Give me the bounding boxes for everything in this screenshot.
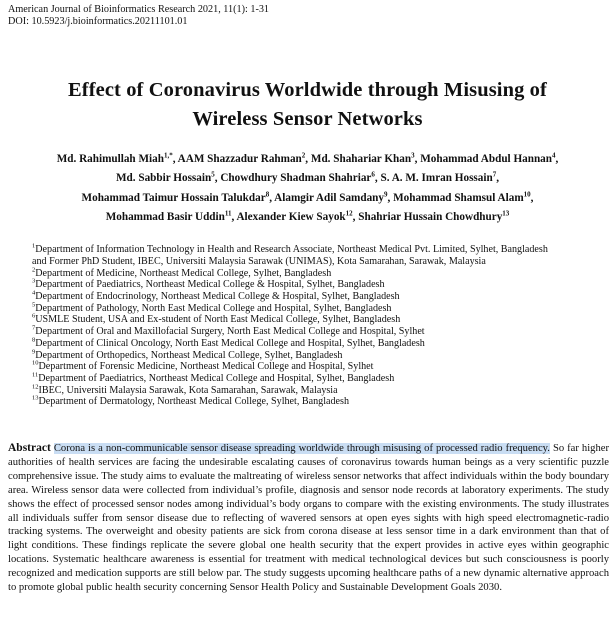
affiliation-number: 7: [32, 324, 36, 332]
affiliation-text: Department of Pathology, North East Medical College and Hospital, Sylhet, Bangladesh: [35, 302, 392, 314]
affiliation-text: IBEC, Universiti Malaysia Sarawak, Kota Samarahan, Sarawak, Malaysia: [38, 384, 338, 396]
affiliation-text: Department of Medicine, Northeast Medical College, Sylhet, Bangladesh: [35, 267, 332, 279]
affiliation-text: Department of Orthopedics, Northeast Medical College, Sylhet, Bangladesh: [35, 349, 343, 361]
affiliation-number: 3: [32, 277, 36, 285]
author-affiliation-mark: 6: [371, 170, 375, 179]
author-affiliation-mark: 8: [265, 189, 270, 198]
author-name: Mohammad Taimur Hossain Talukdar: [81, 191, 266, 204]
affiliation-text: Department of Paediatrics, Northeast Medical College and Hospital, Sylhet, Bangladesh: [38, 372, 395, 384]
author-name: Mohammad Shamsul Alam: [393, 191, 524, 204]
affiliation-item: [32, 303, 607, 315]
affiliation-text-continued: and Former PhD Student, IBEC, Universiti Malaysia Sarawak (UNIMAS), Kota Samarahan, Sarawak, Malaysia: [32, 255, 486, 267]
affiliation-item: [32, 396, 607, 408]
affiliation-number: 12: [32, 383, 39, 391]
author-affiliation-mark: 12: [345, 209, 353, 218]
author-line: Md. Sabbir Hossain$^5$, Chowdhury Shadman Shahriar$^6$, S. A. M. Imran Hossain$^7$,: [115, 170, 499, 185]
affiliation-item: [32, 350, 607, 362]
affiliation-number: 9: [32, 348, 36, 356]
journal-doi: DOI: 10.5923/j.bioinformatics.20211101.01: [8, 16, 188, 27]
abstract-label: Abstract: [8, 442, 51, 454]
affiliation-item: [32, 244, 607, 256]
title-line-1: Effect of Coronavirus Worldwide through Misusing of: [68, 79, 547, 101]
abstract-section: [8, 442, 609, 595]
author-name: Md. Shahariar Khan: [310, 153, 412, 165]
author-name: S. A. M. Imran Hossain: [380, 172, 493, 185]
author-affiliation-mark: 11: [224, 209, 232, 218]
author-name: Md. Sabbir Hossain: [115, 172, 212, 185]
affiliation-item: [32, 279, 607, 291]
affiliation-text: Department of Endocrinology, Northeast Medical College & Hospital, Sylhet, Bangladesh: [35, 291, 400, 302]
highlighted-text[interactable]: Corona is a non-communicable sensor disease spreading worldwide through misusing of processed radio frequency.: [53, 443, 550, 454]
affiliation-item: [32, 268, 607, 280]
author-list: [8, 150, 607, 227]
affiliation-item: [32, 314, 607, 326]
author-name: Chowdhury Shadman Shahriar: [220, 172, 372, 185]
affiliation-item: [32, 385, 607, 397]
affiliation-number: 11: [32, 371, 39, 379]
journal-citation: American Journal of Bioinformatics Research 2021, 11(1): 1-31: [8, 4, 270, 15]
affiliation-text: Department of Clinical Oncology, North East Medical College and Hospital, Sylhet, Bangladesh: [35, 337, 425, 349]
affiliation-item: [32, 291, 607, 303]
author-affiliation-mark: 5: [211, 170, 215, 179]
author-affiliation-mark: 2: [301, 151, 306, 160]
author-affiliation-mark: 7: [492, 170, 497, 179]
author-name: Alexander Kiew Sayok: [236, 210, 346, 223]
author-affiliation-mark: 1,*: [163, 151, 173, 160]
affiliation-text: Department of Forensic Medicine, Northeast Medical College and Hospital, Sylhet: [38, 361, 374, 373]
affiliation-item: [32, 338, 607, 350]
author-name: AAM Shazzadur Rahman: [177, 153, 302, 165]
affiliation-number: 1: [32, 242, 36, 250]
author-line: Mohammad Basir Uddin$^{11}$, Alexander Kiew Sayok$^{12}$, Shahriar Hussain Chowdhury$^{13}$: [105, 209, 510, 223]
affiliation-item: [32, 361, 607, 373]
paper-title: [8, 76, 607, 134]
affiliation-number: 4: [32, 289, 36, 297]
author-line: Mohammad Taimur Hossain Talukdar$^8$, Alamgir Adil Samdany$^9$, Mohammad Shamsul Alam$^{10}$,: [81, 189, 534, 204]
author-name: Md. Rahimullah Miah: [56, 153, 164, 165]
affiliation-number: 10: [32, 359, 39, 367]
affiliation-text: Department of Paediatrics, Northeast Medical College & Hospital, Sylhet, Bangladesh: [35, 279, 385, 291]
author-line: Md. Rahimullah Miah$^{1,*}$, AAM Shazzadur Rahman$^2$, Md. Shahariar Khan$^3$, Mohammad Abdul Hannan$^4$,: [56, 151, 559, 165]
journal-header: [8, 4, 607, 28]
affiliation-number: 6: [32, 313, 36, 321]
affiliation-number: 2: [32, 266, 36, 274]
affiliation-item: [32, 373, 607, 385]
affiliation-number: 5: [32, 301, 36, 309]
author-name: Mohammad Basir Uddin: [105, 210, 225, 223]
abstract-body: So far higher authorities of health services are facing the undesirable escalating causes of coronavirus towards human beings as a very scientific puzzle comprehensive issue. The study aims to evaluate the maltreating of wireless sensor networks that affect individuals within the body boundary area. Wireless sensor data were collected from individual’s profile, diagnosis and sensor node records at laboratory experiments. The study shows the effect of processed sensor nodes among individual’s body organs to compare with the existing environments. The study illustrates all individuals suffer from sensor disease due to reflecting of wavered sensors at open eyes sights with high speed electromagnetic-radio tracking systems. The overweight and obesity patients are sick from corona disease at less sensor time in a dark environment than that of light conditions. These findings replicate the severe global one health security that the expert provides in active eyes within geographic locations. Systematic healthcare awareness is essential for treatment with medical technological devices but such consciousness is poorly recognized and medication supports are still below par. The study suggests upcoming healthcare paths of a new dynamic alternative approach to promote global public health security concerning Sensor Health Policy and Sustainable Development Goals 2030.: [8, 443, 609, 594]
author-affiliation-mark: 13: [502, 209, 510, 218]
affiliation-text: Department of Oral and Maxillofacial Surgery, North East Medical College and Hospital, Sylhet: [35, 326, 425, 338]
author-affiliation-mark: 3: [411, 151, 415, 160]
affiliation-item: [32, 326, 607, 338]
title-line-2: Wireless Sensor Networks: [192, 108, 423, 130]
affiliation-list: [8, 244, 607, 408]
affiliation-number: 13: [32, 394, 39, 402]
author-name: Mohammad Abdul Hannan: [420, 153, 552, 165]
affiliation-text: USMLE Student, USA and Ex-student of North East Medical College, Sylhet, Bangladesh: [35, 314, 401, 326]
author-affiliation-mark: 10: [523, 189, 531, 198]
affiliation-number: 8: [32, 336, 36, 344]
affiliation-text: Department of Information Technology in Health and Research Associate, Northeast Medical Pvt. Limited, Sylhet, Bangladesh: [35, 244, 548, 256]
author-name: Shahriar Hussain Chowdhury: [358, 210, 503, 223]
author-name: Alamgir Adil Samdany: [274, 191, 384, 204]
author-affiliation-mark: 4: [552, 151, 556, 160]
affiliation-text: Department of Dermatology, Northeast Medical College, Sylhet, Bangladesh: [38, 396, 349, 408]
author-affiliation-mark: 9: [384, 189, 388, 198]
